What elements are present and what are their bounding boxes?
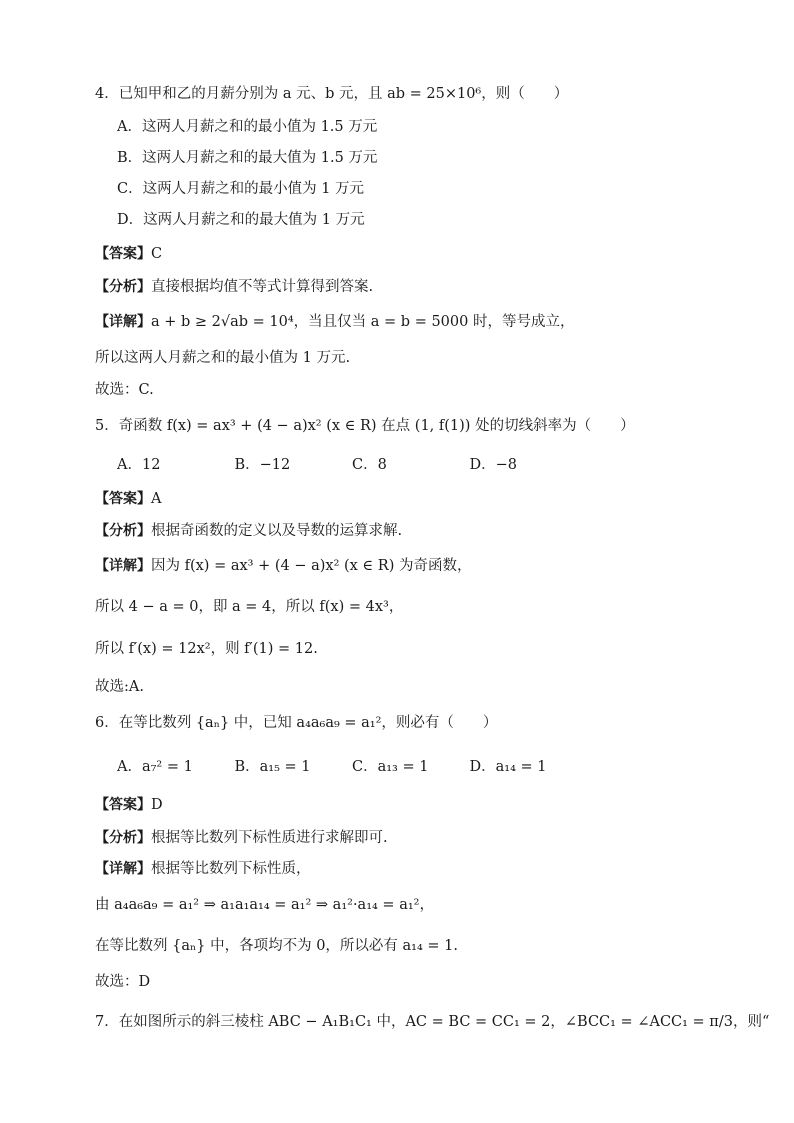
analysis-text: 根据等比数列下标性质进行求解即可. (151, 830, 388, 846)
q4-detail-line2: 所以这两人月薪之和的最小值为 1 万元. (95, 350, 351, 366)
q5-option-c: C．8 (352, 457, 387, 473)
q6-option-d: D．a₁₄ = 1 (469, 759, 547, 775)
q4-detail-row (95, 312, 574, 332)
detail-text: 根据等比数列下标性质， (151, 861, 311, 877)
answer-tag: 【答案】 (95, 246, 151, 262)
q5-detail-row (95, 556, 471, 576)
analysis-tag: 【分析】 (95, 523, 151, 539)
q5-choose: 故选:A. (95, 679, 144, 695)
analysis-text: 直接根据均值不等式计算得到答案. (151, 279, 374, 295)
q6-stem: 6．在等比数列 {aₙ} 中，已知 a₄a₆a₉ = a₁²，则必有（ ） (95, 715, 498, 731)
answer-value: A (151, 491, 162, 507)
q5-option-a: A．12 (117, 457, 161, 473)
q6-option-a: A．a₇² = 1 (117, 759, 193, 775)
q6-answer-row (95, 795, 163, 815)
q5-answer-row (95, 489, 161, 509)
q4-choose: 故选：C. (95, 382, 154, 398)
q4-stem: 4．已知甲和乙的月薪分别为 a 元、b 元，且 ab = 25×10⁶，则（ ） (95, 86, 569, 102)
detail-text: 因为 f(x) = ax³ + (4 − a)x² (x ∈ R) 为奇函数， (151, 558, 472, 574)
analysis-tag: 【分析】 (95, 830, 151, 846)
q6-option-b: B．a₁₅ = 1 (234, 759, 311, 775)
q6-options (117, 757, 587, 777)
q6-analysis-row (95, 828, 388, 848)
answer-value: C (151, 246, 163, 262)
q5-detail-line3: 所以 f′(x) = 12x²，则 f′(1) = 12. (95, 641, 318, 657)
detail-tag: 【详解】 (95, 314, 151, 330)
q5-option-d: D．−8 (469, 457, 518, 473)
q5-options (117, 455, 587, 475)
q4-analysis-row (95, 277, 373, 297)
q6-choose: 故选：D (95, 974, 151, 990)
answer-value: D (151, 797, 163, 813)
q6-detail-line2: 由 a₄a₆a₉ = a₁² ⇒ a₁a₁a₁₄ = a₁² ⇒ a₁²·a₁₄ = a₁²， (95, 897, 434, 913)
q6-detail-line3: 在等比数列 {aₙ} 中，各项均不为 0，所以必有 a₁₄ = 1. (95, 938, 459, 954)
q5-detail-line2: 所以 4 − a = 0，即 a = 4，所以 f(x) = 4x³， (95, 599, 404, 615)
q6-option-c: C．a₁₃ = 1 (352, 759, 429, 775)
q4-option-d: D．这两人月薪之和的最大值为 1 万元 (117, 212, 365, 228)
q5-stem: 5．奇函数 f(x) = ax³ + (4 − a)x² (x ∈ R) 在点 (1, f(1)) 处的切线斜率为（ ） (95, 418, 635, 434)
q5-analysis-row (95, 521, 402, 541)
q4-option-a: A．这两人月薪之和的最小值为 1.5 万元 (117, 119, 378, 135)
analysis-tag: 【分析】 (95, 279, 151, 295)
analysis-text: 根据奇函数的定义以及导数的运算求解. (151, 523, 403, 539)
detail-tag: 【详解】 (95, 861, 151, 877)
q5-option-b: B．−12 (234, 457, 291, 473)
answer-tag: 【答案】 (95, 797, 151, 813)
q4-option-c: C．这两人月薪之和的最小值为 1 万元 (117, 181, 365, 197)
q6-detail-row (95, 859, 311, 879)
detail-tag: 【详解】 (95, 558, 151, 574)
q4-option-b: B．这两人月薪之和的最大值为 1.5 万元 (117, 150, 378, 166)
q7-stem: 7．在如图所示的斜三棱柱 ABC − A₁B₁C₁ 中，AC = BC = CC₁ = 2，∠BCC₁ = ∠ACC₁ = π/3，则“ (95, 1014, 770, 1030)
answer-tag: 【答案】 (95, 491, 151, 507)
q4-answer-row (95, 244, 162, 264)
detail-text: a + b ≥ 2√ab = 10⁴，当且仅当 a = b = 5000 时，等号成立， (151, 314, 575, 330)
